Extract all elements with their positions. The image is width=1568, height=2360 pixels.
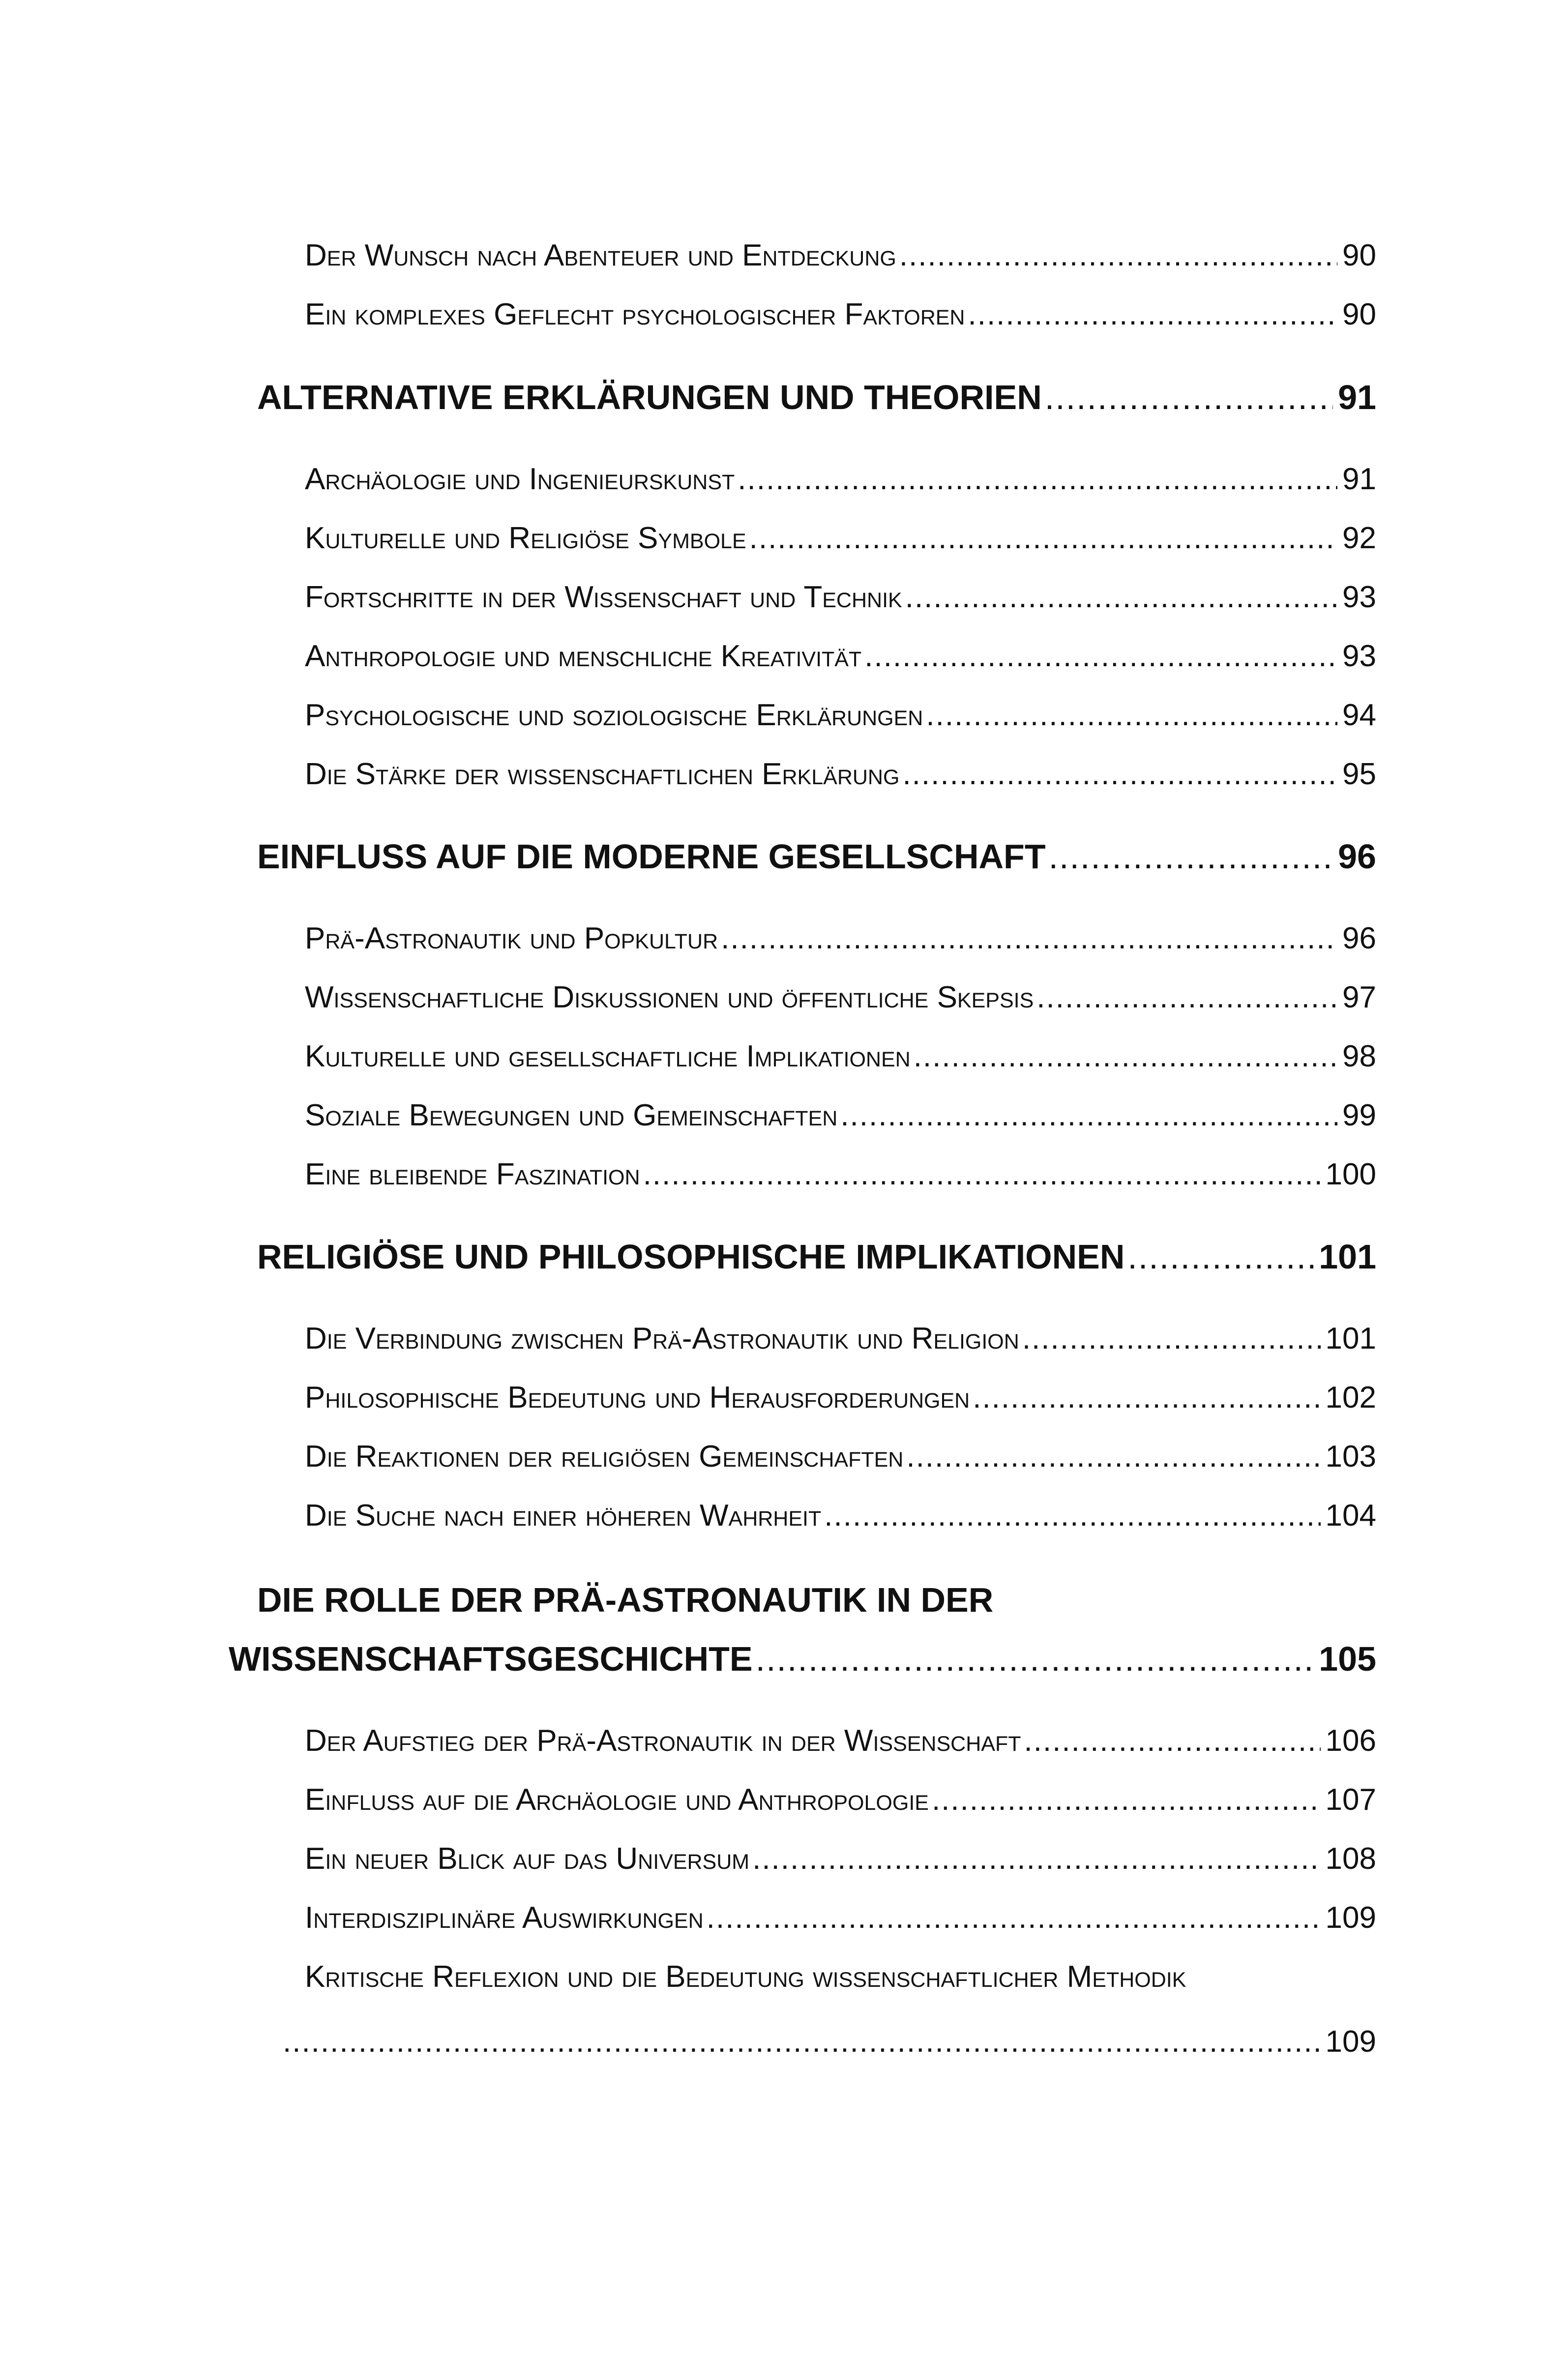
toc-entry-page: 107 — [1325, 1783, 1376, 1817]
toc-entry-label: Prä-Astronautik und Popkultur — [305, 921, 718, 955]
toc-entry-page: 104 — [1325, 1499, 1376, 1533]
toc-entry — [0, 1317, 1568, 1361]
toc-entry-page: 102 — [1325, 1381, 1376, 1415]
dot-leader — [1045, 373, 1333, 422]
toc-entry-label: Psychologische und soziologische Erklärungen — [305, 698, 923, 732]
toc-entry-label: Ein komplexes Geflecht psychologischer Faktoren — [305, 297, 965, 331]
dot-leader — [973, 1376, 1320, 1420]
toc-chapter-page: 101 — [1319, 1238, 1376, 1276]
toc-entry-label: Fortschritte in der Wissenschaft und Technik — [305, 580, 902, 614]
toc-chapter-label: RELIGIÖSE UND PHILOSOPHISCHE IMPLIKATIONEN — [257, 1238, 1125, 1276]
toc-entry-page: 101 — [1325, 1322, 1376, 1356]
toc-entry-page: 100 — [1325, 1157, 1376, 1191]
dot-leader — [707, 1896, 1321, 1940]
toc-entry — [0, 1719, 1568, 1763]
toc-entry-label: Eine bleibende Faszination — [305, 1157, 640, 1191]
toc-entry-label: Die Stärke der wissenschaftlichen Erklärung — [305, 757, 900, 791]
toc-entry — [0, 1896, 1568, 1940]
toc-entry-label: Der Wunsch nach Abenteuer und Entdeckung — [305, 238, 896, 272]
toc-chapter-label-line1: DIE ROLLE DER PRÄ-ASTRONAUTIK IN DER — [257, 1581, 994, 1619]
toc-entry-page: 91 — [1342, 462, 1376, 496]
toc-entry-page: 92 — [1342, 521, 1376, 555]
toc-entry-page: 98 — [1342, 1039, 1376, 1073]
dot-leader — [643, 1152, 1321, 1197]
dot-leader — [926, 693, 1337, 738]
dot-leader — [721, 916, 1337, 961]
toc-chapter-entry — [0, 373, 1568, 422]
toc-chapter-entry — [0, 1232, 1568, 1281]
toc-entry — [0, 457, 1568, 502]
toc-entry-label: Die Reaktionen der religiösen Gemeinschaften — [305, 1440, 904, 1474]
dot-leader — [864, 634, 1337, 678]
toc-entry-page: 90 — [1342, 238, 1376, 272]
toc-entry — [0, 1093, 1568, 1138]
toc-entry-label: Kulturelle und gesellschaftliche Implikationen — [305, 1039, 911, 1073]
toc-entry-page: 108 — [1325, 1842, 1376, 1876]
toc-entry-label: Ein neuer Blick auf das Universum — [305, 1842, 750, 1876]
dot-leader — [1022, 1317, 1321, 1361]
toc-chapter-label: EINFLUSS AUF DIE MODERNE GESELLSCHAFT — [257, 837, 1046, 876]
toc-chapter-label: WISSENSCHAFTSGESCHICHTE — [229, 1640, 753, 1678]
toc-entry-page: 106 — [1325, 1724, 1376, 1758]
toc-entry-page: 97 — [1342, 980, 1376, 1014]
toc-entry — [0, 634, 1568, 678]
toc-entry-label: Die Suche nach einer höheren Wahrheit — [305, 1499, 822, 1533]
toc-entry-label: Einfluss auf die Archäologie und Anthropologie — [305, 1783, 929, 1817]
toc-entry — [0, 1435, 1568, 1479]
dot-leader — [749, 516, 1337, 560]
dot-leader — [1127, 1232, 1314, 1281]
toc-entry — [0, 1152, 1568, 1197]
toc-chapter-page: 91 — [1338, 378, 1376, 416]
toc-chapter-page: 96 — [1338, 837, 1376, 876]
toc-entry-label: Wissenschaftliche Diskussionen und öffentliche Skepsis — [305, 980, 1034, 1014]
dot-leader — [756, 1634, 1314, 1683]
toc-entry — [0, 516, 1568, 560]
dot-leader — [1024, 1719, 1320, 1763]
toc-entry-title-line — [0, 1955, 1568, 1999]
toc-entry — [0, 2020, 1568, 2064]
dot-leader — [899, 234, 1337, 278]
toc-entry — [0, 1778, 1568, 1822]
toc-entry — [0, 575, 1568, 620]
dot-leader — [824, 1494, 1320, 1538]
dot-leader — [752, 1837, 1320, 1881]
dot-leader — [932, 1778, 1321, 1822]
toc-entry-page: 94 — [1342, 698, 1376, 732]
dot-leader — [1049, 832, 1333, 881]
toc-entry-page: 109 — [1325, 1901, 1376, 1935]
dot-leader — [1036, 975, 1337, 1020]
toc-entry-label: Kulturelle und Religiöse Symbole — [305, 521, 746, 555]
toc-entry-page: 90 — [1342, 297, 1376, 331]
dot-leader — [902, 752, 1337, 796]
dot-leader — [905, 575, 1337, 620]
toc-entry — [0, 234, 1568, 278]
toc-chapter-entry — [0, 1634, 1568, 1683]
toc-entry-page: 99 — [1342, 1098, 1376, 1132]
toc-chapter-entry — [0, 832, 1568, 881]
dot-leader — [283, 2020, 1321, 2064]
toc-entry-page: 96 — [1342, 921, 1376, 955]
toc-entry-page: 95 — [1342, 757, 1376, 791]
dot-leader — [738, 457, 1337, 502]
toc-entry-label: Soziale Bewegungen und Gemeinschaften — [305, 1098, 838, 1132]
toc-entry-label-line1: Kritische Reflexion und die Bedeutung wissenschaftlicher Methodik — [305, 1960, 1186, 1994]
toc-entry-label: Interdisziplinäre Auswirkungen — [305, 1901, 704, 1935]
toc-entry — [0, 752, 1568, 796]
toc-entry-label: Philosophische Bedeutung und Herausforderungen — [305, 1381, 970, 1415]
toc-entry-page: 109 — [1325, 2025, 1376, 2059]
toc-entry-label: Anthropologie und menschliche Kreativität — [305, 639, 862, 673]
dot-leader — [840, 1093, 1337, 1138]
toc-entry — [0, 1837, 1568, 1881]
toc-entry-label: Der Aufstieg der Prä-Astronautik in der Wissenschaft — [305, 1724, 1021, 1758]
toc-chapter-page: 105 — [1319, 1640, 1376, 1678]
dot-leader — [968, 293, 1338, 337]
toc-entry-page: 93 — [1342, 580, 1376, 614]
toc-entry — [0, 916, 1568, 961]
toc-chapter-label: ALTERNATIVE ERKLÄRUNGEN UND THEORIEN — [257, 378, 1042, 416]
toc-entry — [0, 975, 1568, 1020]
toc-entry-page: 93 — [1342, 639, 1376, 673]
toc-entry — [0, 293, 1568, 337]
toc-entry-page: 103 — [1325, 1440, 1376, 1474]
dot-leader — [914, 1034, 1337, 1079]
toc-entry — [0, 1034, 1568, 1079]
toc-entry-label: Die Verbindung zwischen Prä-Astronautik und Religion — [305, 1322, 1019, 1356]
toc-entry — [0, 693, 1568, 738]
dot-leader — [906, 1435, 1320, 1479]
toc-entry-label: Archäologie und Ingenieurskunst — [305, 462, 735, 496]
toc-entry — [0, 1376, 1568, 1420]
toc-entry — [0, 1494, 1568, 1538]
toc-chapter-title-line — [0, 1575, 1568, 1624]
